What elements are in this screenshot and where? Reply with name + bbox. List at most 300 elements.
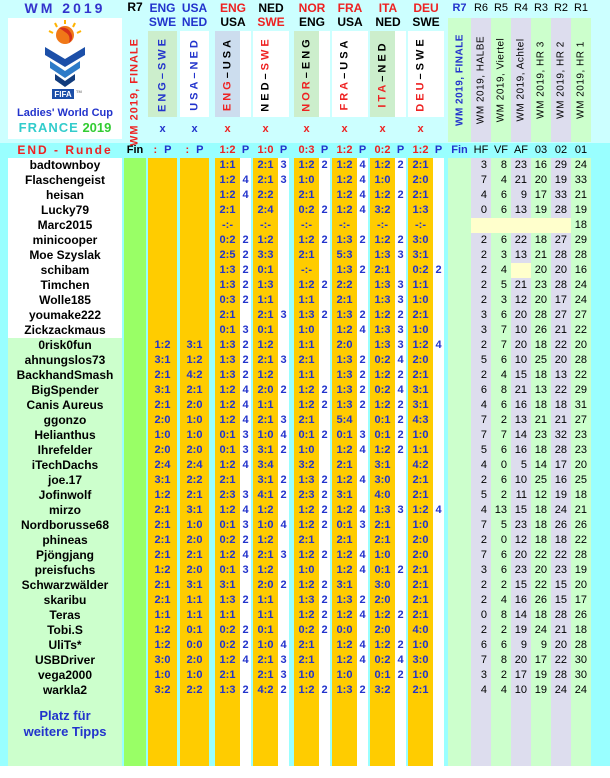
match-points: 2 (240, 593, 251, 608)
match-score: 2:1 (294, 653, 319, 668)
match-points: 4 (240, 548, 251, 563)
match-points: 2 (240, 278, 251, 293)
player-name: preisfuchs (8, 563, 122, 578)
column-header-round-r3 (531, 0, 551, 143)
player-row (8, 668, 591, 683)
semi-colon: : (153, 144, 158, 156)
match-points (357, 698, 368, 766)
match-points (240, 578, 251, 593)
round-result: 4 (471, 683, 491, 698)
round-result: 13 (531, 383, 551, 398)
semi-vertical-label: USA–NED (188, 37, 200, 111)
round-result: 21 (511, 383, 531, 398)
tip-marker-x: x (379, 123, 386, 135)
semi-pick (148, 323, 177, 338)
match-score: 2:1 (253, 353, 278, 368)
match-score: 2:1 (332, 458, 357, 473)
round-result: 22 (551, 548, 571, 563)
semi-pick: 2:0 (180, 443, 209, 458)
round-result: 21 (551, 623, 571, 638)
match-points (433, 518, 444, 533)
semi-pick: 3:0 (148, 653, 177, 668)
round-result: 19 (551, 488, 571, 503)
match-points: 3 (395, 293, 406, 308)
player-row (8, 203, 591, 218)
round-result: 20 (531, 563, 551, 578)
player-row (8, 683, 591, 698)
semi-pick: 1:0 (180, 428, 209, 443)
match-score: 1:2 (408, 338, 433, 353)
match-score: 2:4 (253, 203, 278, 218)
round-result: 20 (571, 458, 591, 473)
round-result: 20 (531, 263, 551, 278)
match-score: 1:0 (294, 563, 319, 578)
round-result: 4 (491, 173, 511, 188)
final-pick-cell (124, 488, 146, 503)
final-pick-cell (124, 278, 146, 293)
column-header-match-6 (408, 0, 444, 143)
match-points-strip (357, 31, 368, 117)
match-vertical-row (370, 31, 406, 117)
match-points (319, 173, 330, 188)
match-points: 2 (357, 383, 368, 398)
right-final-cell (448, 668, 471, 683)
end-match-result: 1:2 (219, 144, 236, 156)
match-points (278, 533, 289, 548)
round-result: 3 (471, 563, 491, 578)
semi-pick (148, 248, 177, 263)
right-final-cell (448, 218, 471, 233)
right-final-cell (448, 278, 471, 293)
match-points: 2 (278, 443, 289, 458)
vertical-dash: – (259, 70, 271, 80)
player-row (8, 293, 591, 308)
round-label: R5 (493, 2, 509, 14)
round-result: 17 (531, 188, 551, 203)
match-score: 2:1 (408, 578, 433, 593)
round-result: 17 (551, 293, 571, 308)
end-fin-label: Fin (126, 144, 144, 156)
match-points: 2 (395, 413, 406, 428)
match-score: 3:1 (332, 578, 357, 593)
match-score: 0:1 (332, 428, 357, 443)
semi-pick: 3:1 (180, 338, 209, 353)
match-points: 4 (240, 188, 251, 203)
player-name: iTechDachs (8, 458, 122, 473)
match-score: 1:2 (253, 338, 278, 353)
match-score: 0:1 (215, 518, 240, 533)
match-score: -:- (332, 218, 357, 233)
round-result: 30 (571, 653, 591, 668)
semi-vertical-box (148, 31, 177, 117)
right-final-cell (448, 458, 471, 473)
player-name: Flaschengeist (8, 173, 122, 188)
match-points (433, 488, 444, 503)
round-result: 13 (511, 413, 531, 428)
round-result: 28 (551, 278, 571, 293)
round-result: 2 (471, 623, 491, 638)
round-result (511, 218, 531, 233)
match-score: 2:1 (408, 488, 433, 503)
match-points (278, 338, 289, 353)
semi-pick: 1:0 (180, 413, 209, 428)
round-vertical-label: WM 2019, Viertel (495, 37, 507, 123)
right-final-cell (448, 353, 471, 368)
end-right-header-fin: Fin (451, 144, 468, 156)
match-points (278, 623, 289, 638)
player-name: Jofinwolf (8, 488, 122, 503)
match-score: 1:2 (215, 653, 240, 668)
round-result: 23 (511, 518, 531, 533)
match-points: 3 (240, 518, 251, 533)
match-points-strip (278, 31, 289, 117)
match-points (357, 413, 368, 428)
round-result: 29 (571, 233, 591, 248)
semi-pick (180, 203, 209, 218)
match-points-strip (433, 31, 444, 117)
match-points: 2 (319, 608, 330, 623)
header-grid (8, 0, 591, 146)
match-score: 1:2 (332, 563, 357, 578)
round-result: 13 (511, 203, 531, 218)
match-points (433, 398, 444, 413)
round-result (531, 698, 551, 766)
match-points: 3 (278, 158, 289, 173)
round-result: 27 (571, 413, 591, 428)
match-points (319, 188, 330, 203)
match-points (319, 248, 330, 263)
match-points: 2 (357, 353, 368, 368)
round-result: 12 (511, 533, 531, 548)
match-points (278, 323, 289, 338)
round-result: 6 (491, 563, 511, 578)
match-points (395, 578, 406, 593)
match-points (278, 218, 289, 233)
match-score: 2:0 (408, 353, 433, 368)
match-points: 2 (319, 683, 330, 698)
semi-pick: 3:1 (180, 503, 209, 518)
player-row (8, 308, 591, 323)
match-score: 2:1 (253, 653, 278, 668)
round-result: 24 (571, 278, 591, 293)
round-result (471, 218, 491, 233)
round-result: 18 (531, 368, 551, 383)
right-final-cell (448, 443, 471, 458)
player-row (8, 653, 591, 668)
round-result: 4 (471, 458, 491, 473)
match-score: 1:2 (215, 548, 240, 563)
match-score: 2:1 (253, 158, 278, 173)
vertical-team-b: SWE (414, 36, 426, 71)
match-points (433, 353, 444, 368)
round-result: 4 (471, 503, 491, 518)
final-pick-cell (124, 563, 146, 578)
round-result: 15 (511, 503, 531, 518)
match-points: 4 (357, 323, 368, 338)
match-score: 2:1 (253, 308, 278, 323)
round-result: 6 (471, 383, 491, 398)
match-points: 3 (240, 428, 251, 443)
round-result: 28 (571, 638, 591, 653)
semi-vertical-box (180, 31, 209, 117)
match-score (253, 698, 278, 766)
match-vertical-row (294, 31, 330, 117)
match-points: 4 (357, 443, 368, 458)
semi-team-labels (148, 0, 177, 31)
match-score: 1:2 (215, 398, 240, 413)
match-points: 2 (319, 473, 330, 488)
match-points (395, 263, 406, 278)
round-result: 4 (471, 398, 491, 413)
match-score: 1:2 (332, 158, 357, 173)
final-pick-cell (124, 248, 146, 263)
match-score: 0:1 (215, 443, 240, 458)
vertical-team-a: ENG (221, 78, 233, 112)
player-name: Teras (8, 608, 122, 623)
match-score: 1:0 (253, 518, 278, 533)
match-points: 4 (357, 173, 368, 188)
round-result: 20 (531, 173, 551, 188)
round-result: 7 (491, 338, 511, 353)
match-points-strip (395, 31, 406, 117)
match-points-strip (240, 31, 251, 117)
round-result: 14 (531, 458, 551, 473)
round-result: 2 (471, 263, 491, 278)
match-points: 4 (240, 653, 251, 668)
round-result: 20 (511, 548, 531, 563)
round-result: 24 (551, 683, 571, 698)
match-score: 1:3 (253, 278, 278, 293)
team-b-label: USA (220, 15, 246, 29)
match-points: 4 (240, 383, 251, 398)
match-points (433, 158, 444, 173)
match-points: 2 (395, 443, 406, 458)
team-b-label: ENG (298, 15, 325, 29)
round-result: 20 (551, 353, 571, 368)
match-score: 1:2 (294, 518, 319, 533)
round-result: 2 (471, 338, 491, 353)
match-points: 2 (319, 233, 330, 248)
match-score: 3:0 (370, 473, 395, 488)
match-score: 0:1 (253, 263, 278, 278)
round-result: 7 (491, 323, 511, 338)
round-result: 18 (531, 398, 551, 413)
round-result: 2 (471, 578, 491, 593)
final-pick-cell (124, 683, 146, 698)
round-result: 22 (571, 533, 591, 548)
match-points: 3 (357, 518, 368, 533)
match-points: 3 (278, 548, 289, 563)
match-vertical-row (408, 31, 444, 117)
round-result: 17 (531, 653, 551, 668)
player-name: Marc2015 (8, 218, 122, 233)
team-a-label: FRA (337, 1, 363, 15)
round-result: 17 (571, 593, 591, 608)
round-vertical-box (491, 18, 511, 142)
round-result: 18 (551, 533, 571, 548)
points-label: P (396, 144, 405, 156)
right-final-cell (448, 563, 471, 578)
final-pick-cell (124, 308, 146, 323)
match-points (240, 698, 251, 766)
round-result: 16 (511, 398, 531, 413)
round-result: 6 (471, 638, 491, 653)
match-points (357, 578, 368, 593)
match-points (433, 413, 444, 428)
round-vertical-box (531, 18, 551, 142)
match-points (357, 668, 368, 683)
match-score: 2:1 (215, 668, 240, 683)
match-points (395, 173, 406, 188)
right-final-cell (448, 383, 471, 398)
final-pick-cell (124, 623, 146, 638)
right-final-cell (448, 653, 471, 668)
match-score: 1:1 (408, 278, 433, 293)
round-result: 22 (551, 383, 571, 398)
round-result: 24 (571, 293, 591, 308)
round-result: 7 (471, 548, 491, 563)
match-points: 2 (319, 578, 330, 593)
round-result: 22 (531, 578, 551, 593)
points-label: P (164, 144, 172, 156)
round-result (511, 698, 531, 766)
match-points (240, 608, 251, 623)
round-result: 19 (531, 668, 551, 683)
round-result: 21 (571, 188, 591, 203)
player-row (8, 158, 591, 173)
match-score: 1:2 (370, 188, 395, 203)
semi-team-labels (180, 0, 209, 31)
round-result: 28 (571, 353, 591, 368)
match-score: 1:2 (253, 533, 278, 548)
team-b-label: SWE (412, 15, 440, 29)
match-points: 4 (357, 158, 368, 173)
match-points (433, 203, 444, 218)
match-points (433, 428, 444, 443)
match-score: 2:2 (332, 278, 357, 293)
match-points (433, 668, 444, 683)
tip-marker-x: x (191, 123, 198, 135)
match-score: 3:2 (294, 458, 319, 473)
match-points (395, 218, 406, 233)
semi-pick: 2:2 (180, 473, 209, 488)
semi-pick: 2:1 (148, 503, 177, 518)
match-points (433, 563, 444, 578)
right-final-cell (448, 698, 471, 766)
match-score: 5:4 (332, 413, 357, 428)
match-score: 3:1 (408, 383, 433, 398)
round-result (551, 698, 571, 766)
match-score: 1:0 (408, 293, 433, 308)
right-final-cell (448, 398, 471, 413)
match-points (433, 248, 444, 263)
player-name: Timchen (8, 278, 122, 293)
round-result: 3 (471, 323, 491, 338)
team-top-label: USA (181, 1, 208, 15)
match-score: 2:2 (253, 188, 278, 203)
round-result: 22 (551, 653, 571, 668)
player-name: ahnungslos73 (8, 353, 122, 368)
match-points (357, 278, 368, 293)
match-points (395, 683, 406, 698)
match-points: 2 (395, 368, 406, 383)
player-name: USBDriver (8, 653, 122, 668)
match-points: 4 (278, 638, 289, 653)
match-score: 3:0 (408, 653, 433, 668)
end-right-header: 01 (574, 144, 588, 156)
match-score: -:- (294, 263, 319, 278)
match-score: 1:2 (215, 413, 240, 428)
header-left-block (8, 0, 122, 143)
player-row (8, 578, 591, 593)
round-result: 6 (491, 398, 511, 413)
round-result: 18 (531, 518, 551, 533)
end-right-header: HF (473, 144, 489, 156)
match-score: 3:4 (253, 458, 278, 473)
match-score: 1:3 (332, 233, 357, 248)
semi-pick: 2:1 (180, 548, 209, 563)
points-label: P (320, 144, 329, 156)
match-points: 2 (319, 593, 330, 608)
semi-pick (180, 308, 209, 323)
match-points (319, 338, 330, 353)
match-score: 0:2 (370, 383, 395, 398)
match-score: 3:0 (408, 233, 433, 248)
round-label-r7: R7 (127, 0, 143, 14)
round-result: 0 (491, 533, 511, 548)
player-row (8, 458, 591, 473)
match-points: 2 (357, 263, 368, 278)
match-team-labels (253, 0, 289, 31)
vertical-team-b: ENG (300, 36, 312, 70)
team-a-label: NED (258, 1, 284, 15)
round-result: 29 (551, 158, 571, 173)
match-score: 1:3 (332, 383, 357, 398)
match-score: 1:2 (294, 398, 319, 413)
round-vertical-label: WM 2019, HR 3 (535, 41, 547, 119)
player-row (8, 323, 591, 338)
match-points: 3 (395, 503, 406, 518)
match-points (278, 398, 289, 413)
round-result (491, 218, 511, 233)
round-result: 33 (551, 188, 571, 203)
semi-pick: 2:0 (180, 653, 209, 668)
semi-pick (180, 248, 209, 263)
player-name: Helianthus (8, 428, 122, 443)
match-points: 4 (357, 188, 368, 203)
match-points (319, 353, 330, 368)
round-result: 7 (471, 653, 491, 668)
semi-pick: 2:1 (180, 383, 209, 398)
team-bottom-label: NED (181, 15, 208, 29)
match-points: 4 (240, 173, 251, 188)
final-pick-cell (124, 233, 146, 248)
round-result: 33 (571, 173, 591, 188)
match-points: 4 (357, 608, 368, 623)
player-name: Tobi.S (8, 623, 122, 638)
match-vertical-label (220, 37, 235, 111)
match-points (433, 383, 444, 398)
round-result: 26 (571, 608, 591, 623)
round-result: 20 (551, 263, 571, 278)
match-vertical-box (215, 31, 240, 117)
round-result: 3 (471, 668, 491, 683)
round-result: 21 (551, 413, 571, 428)
match-points: 2 (395, 233, 406, 248)
right-final-cell (448, 608, 471, 623)
match-vertical-box (294, 31, 319, 117)
match-score: 2:1 (408, 158, 433, 173)
